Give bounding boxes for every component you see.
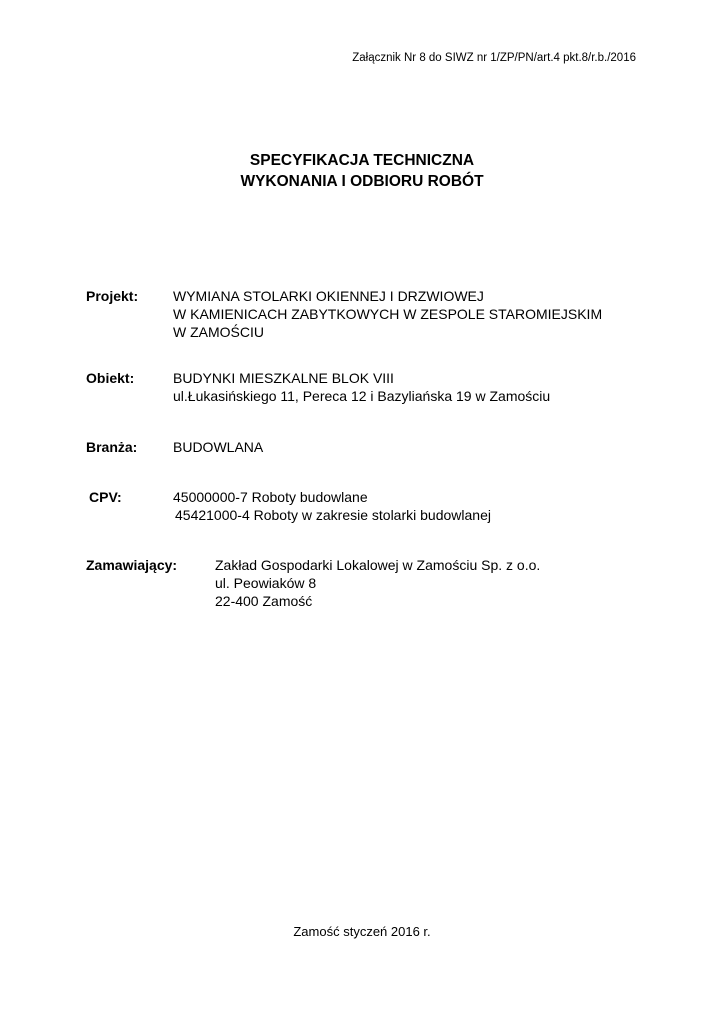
projekt-label: Projekt: [86,288,139,304]
zamawiajacy-value [215,556,540,610]
cpv-line: 45421000-4 Roboty w zakresie stolarki budowlanej [175,507,491,523]
obiekt-value [173,369,550,405]
cpv-value [173,488,491,524]
document-date: Zamość styczeń 2016 r. [293,924,431,939]
document-title-line-2: WYKONANIA I ODBIORU ROBÓT [240,173,484,190]
obiekt-line: BUDYNKI MIESZKALNE BLOK VIII [173,370,394,386]
obiekt-label: Obiekt: [86,370,135,386]
document-title-line-1: SPECYFIKACJA TECHNICZNA [249,152,475,169]
attachment-reference: Załącznik Nr 8 do SIWZ nr 1/ZP/PN/art.4 pkt.8/r.b./2016 [352,52,636,64]
branza-label: Branża: [86,439,138,455]
zamawiajacy-line: 22-400 Zamość [215,593,313,609]
branza-line: BUDOWLANA [173,439,264,455]
zamawiajacy-line: ul. Peowiaków 8 [215,575,317,591]
document-title [0,150,724,192]
projekt-line: WYMIANA STOLARKI OKIENNEJ I DRZWIOWEJ [173,288,484,304]
zamawiajacy-label: Zamawiający: [86,557,178,573]
projekt-value [173,287,602,341]
cpv-label: CPV: [89,489,122,505]
zamawiajacy-line: Zakład Gospodarki Lokalowej w Zamościu Sp. z o.o. [215,557,541,573]
obiekt-line: ul.Łukasińskiego 11, Pereca 12 i Bazyliańska 19 w Zamościu [173,388,551,404]
projekt-line: W ZAMOŚCIU [173,324,264,340]
branza-value [173,438,263,456]
projekt-line: W KAMIENICACH ZABYTKOWYCH W ZESPOLE STAROMIEJSKIM [173,306,603,322]
cpv-line: 45000000-7 Roboty budowlane [173,489,368,505]
